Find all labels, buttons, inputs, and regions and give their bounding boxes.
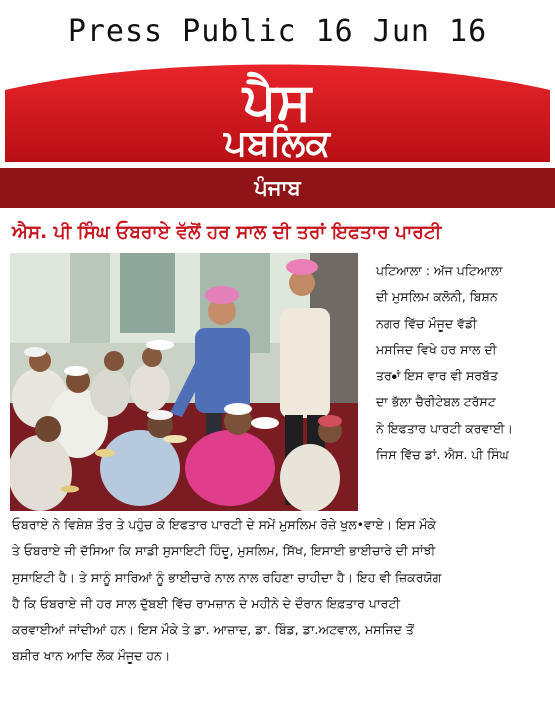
article-body-line: ਤੇ ਓਬਰਾਏ ਜੀ ਦੱਸਿਆ ਕਿ ਸਾਡੀ ਸੁਸਾਇਟੀ ਹਿੰਦੂ, ਮੁਸਲਿਮ, ਸਿੱਖ, ਇਸਾਈ ਭਾਈਚਾਰੇ ਦੀ ਸਾਂਝੀ bbox=[12, 543, 436, 559]
article-side-column bbox=[376, 258, 548, 468]
article-side-line: ਨੇ ਇਫਤਾਰ ਪਾਰਟੀ ਕਰਵਾਈ। bbox=[376, 420, 513, 436]
article-side-line: ਦਾ ਭੱਲਾ ਚੈਰੀਟੇਬਲ ਟਰੱਸਟ bbox=[376, 394, 496, 410]
article-side-line: ਤਰ•ਾਂ ਇਸ ਵਾਰ ਵੀ ਸਰਬੱਤ bbox=[376, 368, 498, 384]
newspaper-logo bbox=[3, 62, 552, 162]
section-band bbox=[0, 168, 555, 208]
article-body-line: ਹੈ ਕਿ ਓਬਰਾਏ ਜੀ ਹਰ ਸਾਲ ਦੁੱਬਈ ਵਿੱਚ ਰਾਮਜ਼ਾਨ ਦੇ ਮਹੀਨੇ ਦੇ ਦੌਰਾਨ ਇਫ਼ਤਾਰ ਪਾਰਟੀ bbox=[12, 595, 400, 611]
article-body-line: ਬਸ਼ੀਰ ਖਾਨ ਆਦਿ ਲੋਕ ਮੌਜੂਦ ਹਨ। bbox=[12, 648, 171, 664]
article-photo bbox=[10, 253, 358, 511]
article-side-line: ਦੀ ਮੁਸਲਿਮ ਕਲੋਨੀ, ਬਿਸ਼ਨ bbox=[376, 289, 498, 305]
clipping-caption: Press Public 16 Jun 16 bbox=[67, 14, 488, 49]
section-label: ਪੰਜਾਬ bbox=[254, 175, 301, 200]
article-side-line: ਨਗਰ ਵਿੱਚ ਮੌਜੂਦ ਵੱਡੀ bbox=[376, 315, 477, 331]
article-side-line: ਪਟਿਆਲਾ : ਅੱਜ ਪਟਿਆਲਾ bbox=[376, 263, 503, 278]
logo-title-text: ਪੈਸ bbox=[242, 72, 312, 132]
article-body-line: ਸੁਸਾਇਟੀ ਹੈ। ਤੇ ਸਾਨੂੰ ਸਾਰਿਆਂ ਨੂੰ ਭਾਈਚਾਰੇ ਨਾਲ ਨਾਲ ਰਹਿਣਾ ਚਾਹੀਦਾ ਹੈ। ਇਹ ਵੀ ਜ਼ਿਕਰਯੋਗ bbox=[12, 569, 442, 585]
article-body-line: ਓਬਰਾਏ ਨੇ ਵਿਸ਼ੇਸ਼ ਤੌਰ ਤੇ ਪਹੁੰਚ ਕੇ ਇਫਤਾਰ ਪਾਰਟੀ ਦੇ ਸਮੇਂ ਮੁਸਲਿਮ ਰੋਜ਼ੇ ਖੁਲ•ਵਾਏ। ਇਸ ਮੌਕੇ bbox=[12, 517, 437, 532]
article-body bbox=[12, 512, 548, 670]
article-side-line: ਮਸਜਿਦ ਵਿਖੇ ਹਰ ਸਾਲ ਦੀ bbox=[376, 341, 497, 357]
article-side-line: ਜਿਸ ਵਿੱਚ ਡਾਂ. ਐਸ. ਪੀ ਸਿੰਘ bbox=[376, 447, 509, 463]
article-body-line: ਕਰਵਾਈਆਂ ਜਾਂਦੀਆਂ ਹਨ। ਇਸ ਮੌਕੇ ਤੇ ਡਾ. ਆਜ਼ਾਦ, ਡਾ. ਬਿੰਡ, ਡਾ.ਅਟਵਾਲ, ਮਸਜਿਦ ਤੋਂ bbox=[12, 622, 414, 638]
article-headline: ਐਸ. ਪੀ ਸਿੰਘ ਓਬਰਾਏ ਵੱਲੋਂ ਹਰ ਸਾਲ ਦੀ ਤਰਾਂ ਇਫਤਾਰ ਪਾਰਟੀ bbox=[12, 222, 442, 243]
logo-subtitle-text: ਪਬਲਿਕ bbox=[223, 123, 331, 162]
